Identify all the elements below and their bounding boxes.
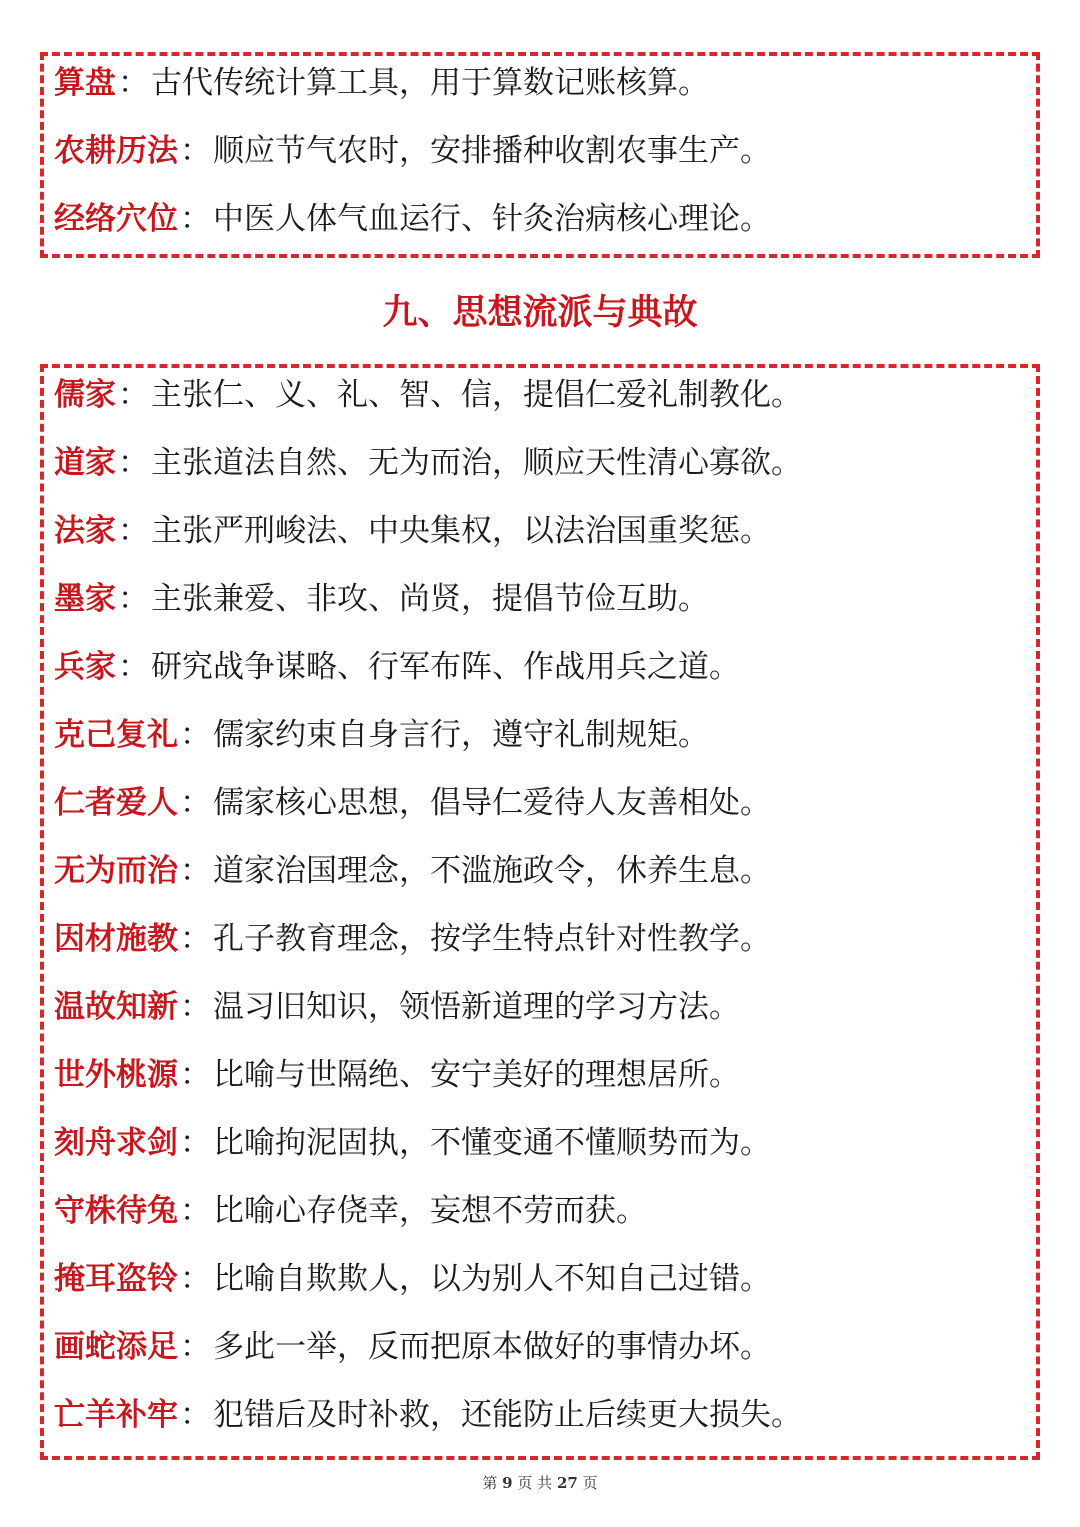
term-entry-nonggeng-lifa <box>54 126 771 176</box>
term-label: 无为而治 <box>54 853 178 889</box>
term-label: 算盘 <box>54 65 116 101</box>
term-entry-wangyang-bulao <box>54 1390 802 1440</box>
page-number-footer <box>0 1472 1080 1493</box>
term-label: 世外桃源 <box>54 1057 178 1093</box>
term-label: 掩耳盗铃 <box>54 1261 178 1297</box>
term-description: 顺应节气农时，安排播种收割农事生产。 <box>213 133 771 169</box>
term-entry-daojia <box>54 438 802 488</box>
term-separator: ： <box>118 445 149 481</box>
term-description: 主张兼爱、非攻、尚贤，提倡节俭互助。 <box>151 581 709 617</box>
term-separator: ： <box>118 649 149 685</box>
term-description: 道家治国理念，不滥施政令，休养生息。 <box>213 853 771 889</box>
term-entry-huashe-tianzu <box>54 1322 771 1372</box>
term-label: 墨家 <box>54 581 116 617</box>
term-label: 仁者爱人 <box>54 785 178 821</box>
term-description: 研究战争谋略、行军布阵、作战用兵之道。 <box>151 649 740 685</box>
term-entry-shiwai-taoyuan <box>54 1050 740 1100</box>
term-separator: ： <box>180 1329 211 1365</box>
term-entry-jingluo-xuewei <box>54 194 771 244</box>
term-entry-renzhe-airen <box>54 778 771 828</box>
term-entry-keji-fuli <box>54 710 709 760</box>
term-label: 刻舟求剑 <box>54 1125 178 1161</box>
term-separator: ： <box>180 1125 211 1161</box>
term-separator: ： <box>118 65 149 101</box>
main-term-box <box>40 364 1040 1460</box>
term-separator: ： <box>180 785 211 821</box>
term-description: 主张道法自然、无为而治，顺应天性清心寡欲。 <box>151 445 802 481</box>
term-entry-kezhou-qiujian <box>54 1118 771 1168</box>
term-label: 农耕历法 <box>54 133 178 169</box>
term-entry-suanpan <box>54 58 709 108</box>
term-separator: ： <box>180 133 211 169</box>
term-separator: ： <box>180 717 211 753</box>
term-description: 比喻拘泥固执，不懂变通不懂顺势而为。 <box>213 1125 771 1161</box>
term-description: 犯错后及时补救，还能防止后续更大损失。 <box>213 1397 802 1433</box>
term-separator: ： <box>180 989 211 1025</box>
term-separator: ： <box>180 201 211 237</box>
term-label: 亡羊补牢 <box>54 1397 178 1433</box>
term-entry-fajia <box>54 506 771 556</box>
term-label: 经络穴位 <box>54 201 178 237</box>
term-entry-wuwei-erzhi <box>54 846 771 896</box>
term-entry-mojia <box>54 574 709 624</box>
term-separator: ： <box>180 1397 211 1433</box>
term-description: 主张严刑峻法、中央集权，以法治国重奖惩。 <box>151 513 771 549</box>
term-label: 法家 <box>54 513 116 549</box>
term-separator: ： <box>180 921 211 957</box>
term-description: 温习旧知识，领悟新道理的学习方法。 <box>213 989 740 1025</box>
term-separator: ： <box>118 513 149 549</box>
footer-current-page: 9 <box>502 1474 513 1492</box>
term-description: 比喻心存侥幸，妄想不劳而获。 <box>213 1193 647 1229</box>
term-description: 比喻与世隔绝、安宁美好的理想居所。 <box>213 1057 740 1093</box>
term-label: 画蛇添足 <box>54 1329 178 1365</box>
footer-suffix: 页 <box>582 1474 598 1492</box>
footer-middle: 页 共 <box>517 1474 553 1492</box>
term-separator: ： <box>180 1261 211 1297</box>
term-label: 儒家 <box>54 377 116 413</box>
term-label: 克己复礼 <box>54 717 178 753</box>
term-label: 温故知新 <box>54 989 178 1025</box>
top-term-box <box>40 52 1040 258</box>
term-description: 主张仁、义、礼、智、信，提倡仁爱礼制教化。 <box>151 377 802 413</box>
term-separator: ： <box>180 1193 211 1229</box>
term-description: 儒家约束自身言行，遵守礼制规矩。 <box>213 717 709 753</box>
term-entry-yincai-shijiao <box>54 914 771 964</box>
term-separator: ： <box>180 1057 211 1093</box>
term-description: 古代传统计算工具，用于算数记账核算。 <box>151 65 709 101</box>
term-description: 比喻自欺欺人，以为别人不知自己过错。 <box>213 1261 771 1297</box>
term-label: 兵家 <box>54 649 116 685</box>
term-separator: ： <box>118 377 149 413</box>
term-description: 中医人体气血运行、针灸治病核心理论。 <box>213 201 771 237</box>
term-description: 儒家核心思想，倡导仁爱待人友善相处。 <box>213 785 771 821</box>
term-description: 多此一举，反而把原本做好的事情办坏。 <box>213 1329 771 1365</box>
term-entry-shouzhu-daitu <box>54 1186 647 1236</box>
term-entry-bingjia <box>54 642 740 692</box>
footer-total-pages: 27 <box>556 1474 578 1492</box>
term-label: 守株待兔 <box>54 1193 178 1229</box>
term-entry-wengu-zhixin <box>54 982 740 1032</box>
section-title: 九、思想流派与典故 <box>382 293 698 333</box>
term-label: 道家 <box>54 445 116 481</box>
term-entry-yaner-daoling <box>54 1254 771 1304</box>
term-description: 孔子教育理念，按学生特点针对性教学。 <box>213 921 771 957</box>
term-label: 因材施教 <box>54 921 178 957</box>
term-separator: ： <box>180 853 211 889</box>
term-separator: ： <box>118 581 149 617</box>
footer-prefix: 第 <box>482 1474 498 1492</box>
term-entry-rujia <box>54 370 802 420</box>
